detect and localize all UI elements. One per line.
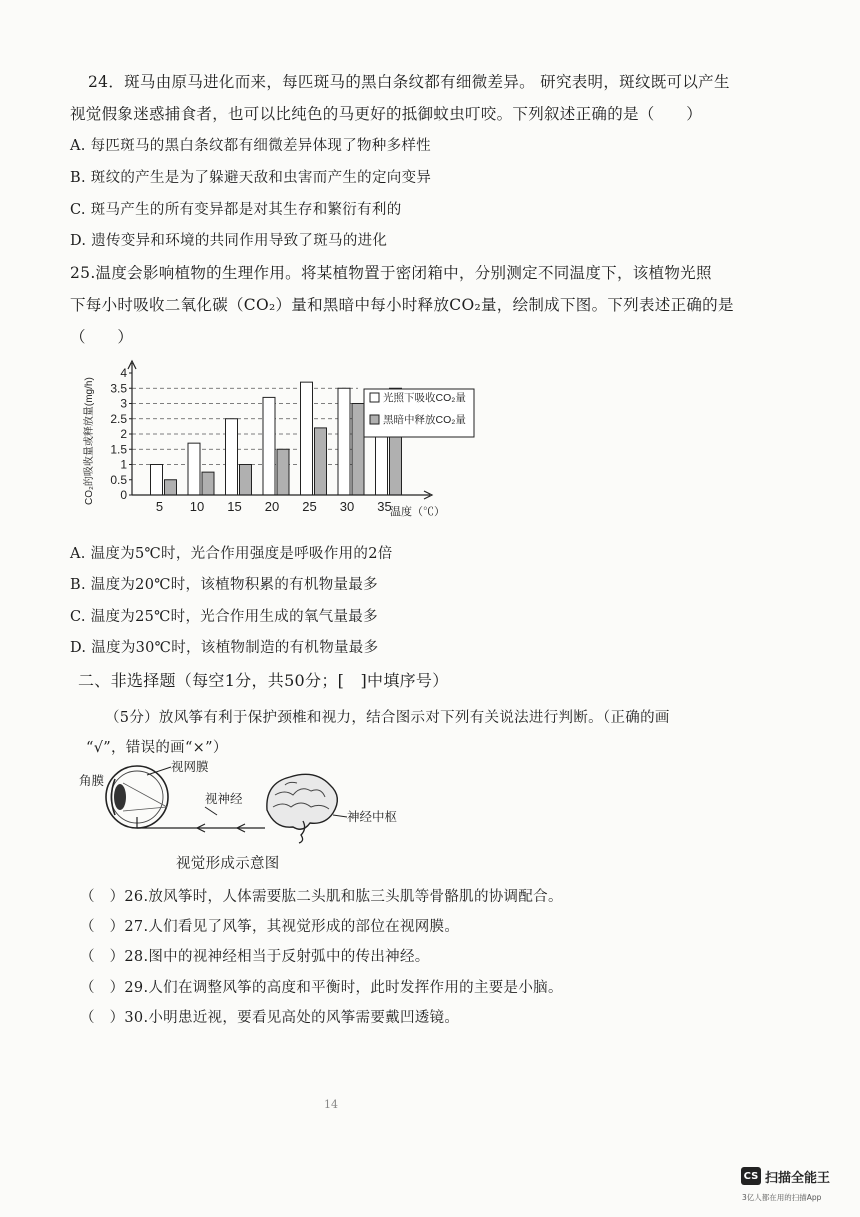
q24-stem-line2: 视觉假象迷惑捕食者，也可以比纯色的马更好的抵御蚊虫叮咬。下列叙述正确的是（ ）	[70, 105, 703, 123]
statement-29: （ ）29.人们在调整风筝的高度和平衡时，此时发挥作用的主要是小脑。	[80, 980, 563, 996]
co2-bar-chart	[80, 355, 500, 530]
statement-27: （ ）27.人们看见了风筝，其视觉形成的部位在视网膜。	[80, 919, 460, 935]
section2-heading: 二、非选择题（每空1分，共50分；[ ]中填序号）	[78, 671, 449, 690]
section2-intro-line2: “√”，错误的画“×”）	[86, 740, 228, 756]
bar-light-absorb	[188, 443, 200, 495]
y-axis-label: CO₂的吸收量或释放量(mg/h)	[84, 377, 95, 505]
bar-light-absorb	[151, 465, 163, 496]
y-tick-label: 2	[120, 427, 127, 441]
nerve-center-label: 神经中枢	[347, 810, 398, 824]
bar-dark-release	[315, 428, 327, 495]
y-tick-label: 4	[120, 366, 127, 380]
bar-light-absorb	[263, 397, 275, 495]
y-tick-label: 3.5	[110, 381, 127, 396]
watermark-tagline: 3亿人都在用的扫描App	[742, 1193, 822, 1202]
statement-26: （ ）26.放风筝时，人体需要肱二头肌和肱三头肌等骨骼肌的协调配合。	[80, 889, 563, 905]
q24-option-c: C. 斑马产生的所有变异都是对其生存和繁衍有利的	[70, 202, 402, 218]
bar-dark-release	[277, 449, 289, 495]
y-tick-label: 0.5	[110, 472, 127, 487]
q25-stem-line2: 下每小时吸收二氧化碳（CO₂）量和黑暗中每小时释放CO₂量，绘制成下图。下列表述正确的是	[70, 296, 734, 314]
q25-option-d: D. 温度为30℃时，该植物制造的有机物量最多	[70, 640, 379, 656]
camscanner-logo-icon: CS	[741, 1167, 761, 1185]
brain-drawing	[267, 774, 337, 843]
center-pointer	[333, 815, 347, 817]
q25-option-a: A. 温度为5℃时，光合作用强度是呼吸作用的2倍	[70, 546, 393, 562]
bar-dark-release	[240, 465, 252, 496]
x-tick-label: 10	[189, 499, 205, 514]
statement-30: （ ）30.小明患近视，要看见高处的风筝需要戴凹透镜。	[80, 1010, 460, 1026]
diagram-caption: 视觉形成示意图	[176, 856, 280, 872]
x-tick-label: 20	[264, 499, 280, 514]
x-tick-label: 25	[302, 499, 317, 514]
optic-nerve-label: 视神经	[205, 792, 243, 806]
legend-swatch	[370, 415, 379, 424]
x-axis-label: 温度（℃）	[390, 506, 445, 518]
q24-option-b: B. 斑纹的产生是为了躲避天敌和虫害而产生的定向变异	[70, 170, 432, 186]
legend-label: 光照下吸收CO₂量	[383, 392, 466, 404]
y-tick-label: 2.5	[110, 411, 127, 426]
q25-option-b: B. 温度为20℃时，该植物积累的有机物量最多	[70, 577, 378, 593]
q24-stem-line1: 24．斑马由原马进化而来，每匹斑马的黑白条纹都有细微差异。 研究表明，斑纹既可以产生	[88, 73, 730, 91]
statement-28: （ ）28.图中的视神经相当于反射弧中的传出神经。	[80, 949, 430, 965]
x-tick-label: 5	[155, 499, 164, 514]
legend-swatch	[370, 393, 379, 402]
x-tick-label: 15	[227, 499, 242, 514]
q24-option-a: A. 每匹斑马的黑白条纹都有细微差异体现了物种多样性	[70, 138, 431, 154]
watermark-brand: 扫描全能王	[765, 1171, 831, 1186]
y-tick-label: 1	[120, 457, 127, 472]
bar-dark-release	[165, 480, 177, 495]
bar-light-absorb	[338, 388, 350, 495]
q24-option-d: D. 遗传变异和环境的共同作用导致了斑马的进化	[70, 233, 388, 249]
q25-stem-line3: （ ）	[70, 328, 134, 346]
bar-light-absorb	[226, 419, 238, 495]
retina-label: 视网膜	[171, 760, 209, 774]
bar-dark-release	[202, 472, 214, 495]
q25-stem-line1: 25.温度会影响植物的生理作用。将某植物置于密闭箱中，分别测定不同温度下，该植物光照	[70, 264, 712, 282]
cornea-label: 角膜	[79, 774, 105, 788]
x-tick-label: 35	[377, 499, 392, 514]
q25-option-c: C. 温度为25℃时，光合作用生成的氧气量最多	[70, 609, 378, 625]
retina-pointer	[147, 767, 171, 775]
section2-intro-line1: （5分）放风筝有利于保护颈椎和视力，结合图示对下列有关说法进行判断。（正确的画	[105, 710, 670, 726]
page-number: 14	[324, 1098, 338, 1111]
x-tick-label: 30	[339, 499, 355, 514]
bar-dark-release	[352, 404, 364, 496]
y-tick-label: 3	[120, 396, 127, 411]
y-tick-label: 1.5	[110, 442, 127, 457]
vision-formation-diagram	[75, 755, 405, 865]
optic-nerve-pointer	[205, 807, 217, 815]
bar-light-absorb	[301, 382, 313, 495]
legend-label: 黑暗中释放CO₂量	[383, 414, 466, 426]
y-tick-label: 0	[120, 488, 127, 502]
